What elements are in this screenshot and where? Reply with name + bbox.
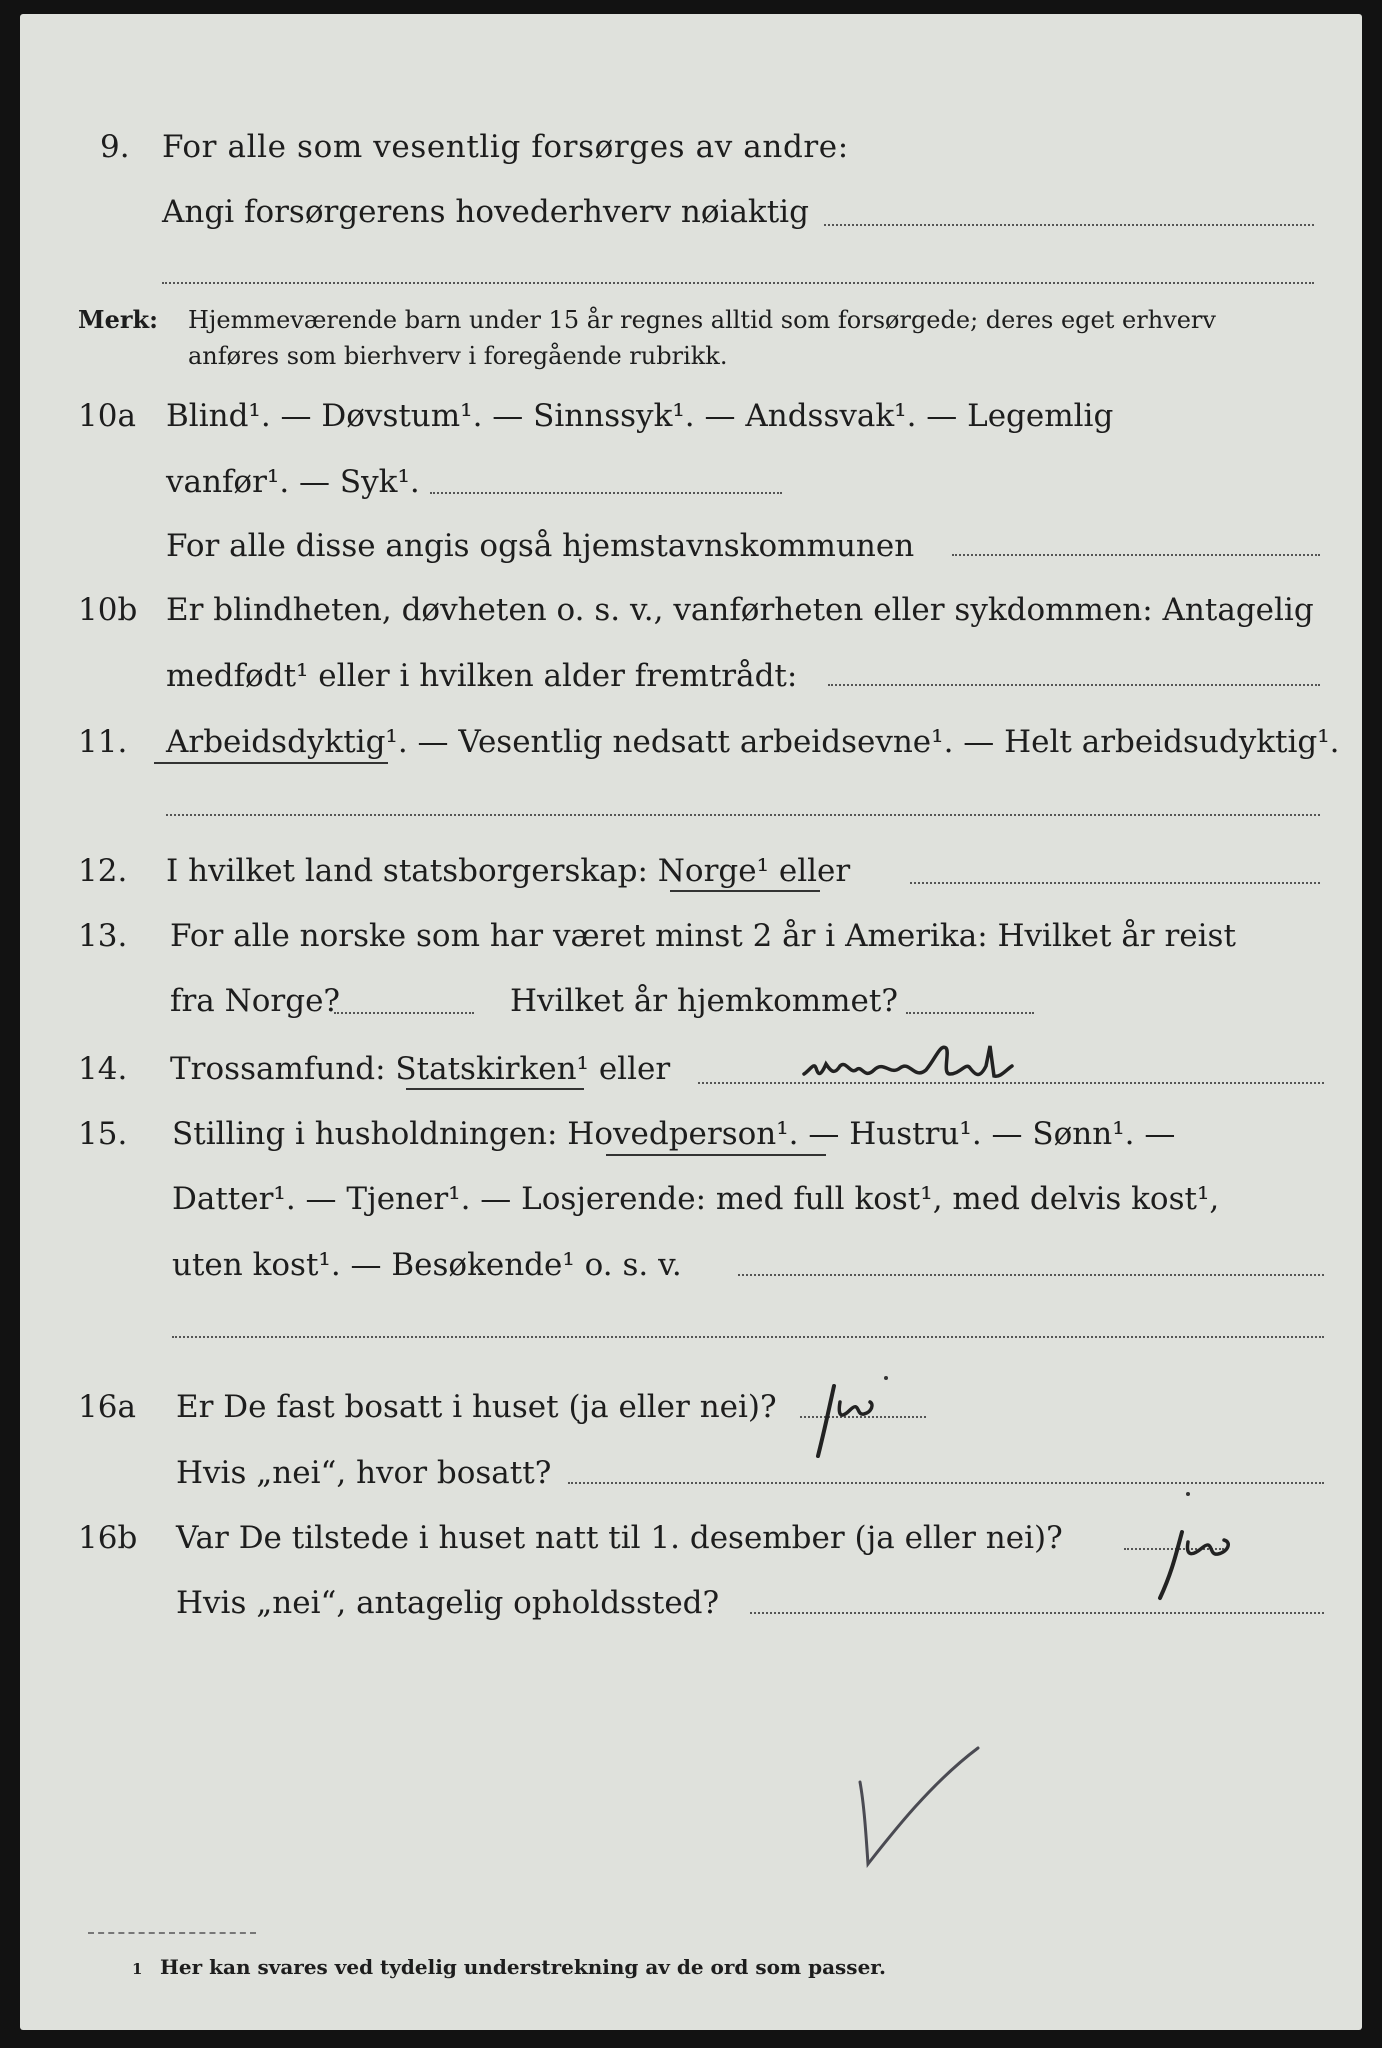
q9-line2: Angi forsørgerens hovederhverv nøiaktig: [162, 194, 809, 230]
q9-number: 9.: [100, 129, 130, 165]
q9-answer-line[interactable]: [824, 224, 1314, 226]
q15-hovedperson-underline: [606, 1154, 826, 1156]
q11-arbeidsdyktig-underline: [154, 762, 388, 764]
q12-number: 12.: [78, 853, 128, 889]
q16a-handwritten-answer: [800, 1374, 910, 1464]
q11-answer-line[interactable]: [166, 814, 1320, 816]
q10b-line1: Er blindheten, døvheten o. s. v., vanførheten eller sykdommen: Antagelig: [166, 592, 1314, 628]
q16b-handwritten-answer: [1110, 1484, 1250, 1604]
q13-line2b: Hvilket år hjemkommet?: [510, 983, 898, 1019]
q16b-line2: Hvis „nei“, antagelig opholdssted?: [176, 1585, 720, 1621]
check-mark: [840, 1744, 990, 1874]
q16a-line1: Er De fast bosatt i huset (ja eller nei)?: [176, 1389, 777, 1425]
q10b-line2: medfødt¹ eller i hvilken alder fremtrådt:: [166, 658, 798, 694]
q14-handwritten-answer: [800, 1040, 1040, 1094]
q15-answer-line[interactable]: [738, 1274, 1324, 1276]
q13-hjemkommet-answer-line[interactable]: [906, 1012, 1034, 1014]
q15-answer-line-2[interactable]: [172, 1336, 1324, 1338]
q10a-line3: For alle disse angis også hjemstavnskommunen: [166, 528, 915, 564]
q14-number: 14.: [78, 1051, 128, 1087]
merk-label: Merk:: [78, 305, 158, 334]
q15-number: 15.: [78, 1116, 128, 1152]
q9-answer-line-2[interactable]: [162, 282, 1314, 284]
merk-line2: anføres som bierhverv i foregående rubrikk.: [188, 342, 728, 370]
q11-number: 11.: [78, 724, 128, 760]
q10b-answer-line[interactable]: [828, 684, 1320, 686]
q15-line1: Stilling i husholdningen: Hovedperson¹. — Hustru¹. — Sønn¹. —: [172, 1116, 1176, 1152]
q13-line1: For alle norske som har været minst 2 år i Amerika: Hvilket år reist: [170, 918, 1236, 954]
q10a-line1: Blind¹. — Døvstum¹. — Sinnssyk¹. — Andssvak¹. — Legemlig: [166, 398, 1114, 434]
q16a-line2: Hvis „nei“, hvor bosatt?: [176, 1455, 552, 1491]
q12-norge-underline: [670, 890, 820, 892]
footnote-text: Her kan svares ved tydelig understrekning av de ord som passer.: [160, 1955, 886, 1979]
q16a-number: 16a: [78, 1389, 136, 1425]
census-form-page: [20, 14, 1362, 2030]
q15-line2: Datter¹. — Tjener¹. — Losjerende: med full kost¹, med delvis kost¹,: [172, 1181, 1220, 1217]
footnote-mark: 1: [132, 1960, 143, 1978]
q10b-number: 10b: [78, 592, 138, 628]
q13-number: 13.: [78, 918, 128, 954]
q10a-line2: vanfør¹. — Syk¹.: [166, 464, 420, 500]
q10a-syk-answer-line[interactable]: [430, 492, 782, 494]
q16b-answer-line-2[interactable]: [750, 1612, 1324, 1614]
q10a-hjemstavn-answer-line[interactable]: [952, 554, 1320, 556]
q16b-number: 16b: [78, 1520, 138, 1556]
q12-line1: I hvilket land statsborgerskap: Norge¹ eller: [166, 853, 851, 889]
q14-statskirken-underline: [406, 1088, 584, 1090]
merk-line1: Hjemmeværende barn under 15 år regnes alltid som forsørgede; deres eget erhverv: [188, 306, 1216, 334]
q14-line1: Trossamfund: Statskirken¹ eller: [170, 1051, 671, 1087]
q13-line2a: fra Norge?: [170, 983, 341, 1019]
footnote-divider: [88, 1932, 256, 1934]
q15-line3: uten kost¹. — Besøkende¹ o. s. v.: [172, 1247, 682, 1283]
q12-answer-line[interactable]: [910, 882, 1320, 884]
q13-reist-answer-line[interactable]: [334, 1012, 474, 1014]
q11-line1: Arbeidsdyktig¹. — Vesentlig nedsatt arbeidsevne¹. — Helt arbeidsudyktig¹.: [166, 724, 1340, 760]
q10a-number: 10a: [78, 398, 136, 434]
q9-line1: For alle som vesentlig forsørges av andre:: [162, 129, 849, 165]
q16b-line1: Var De tilstede i huset natt til 1. desember (ja eller nei)?: [176, 1520, 1063, 1556]
